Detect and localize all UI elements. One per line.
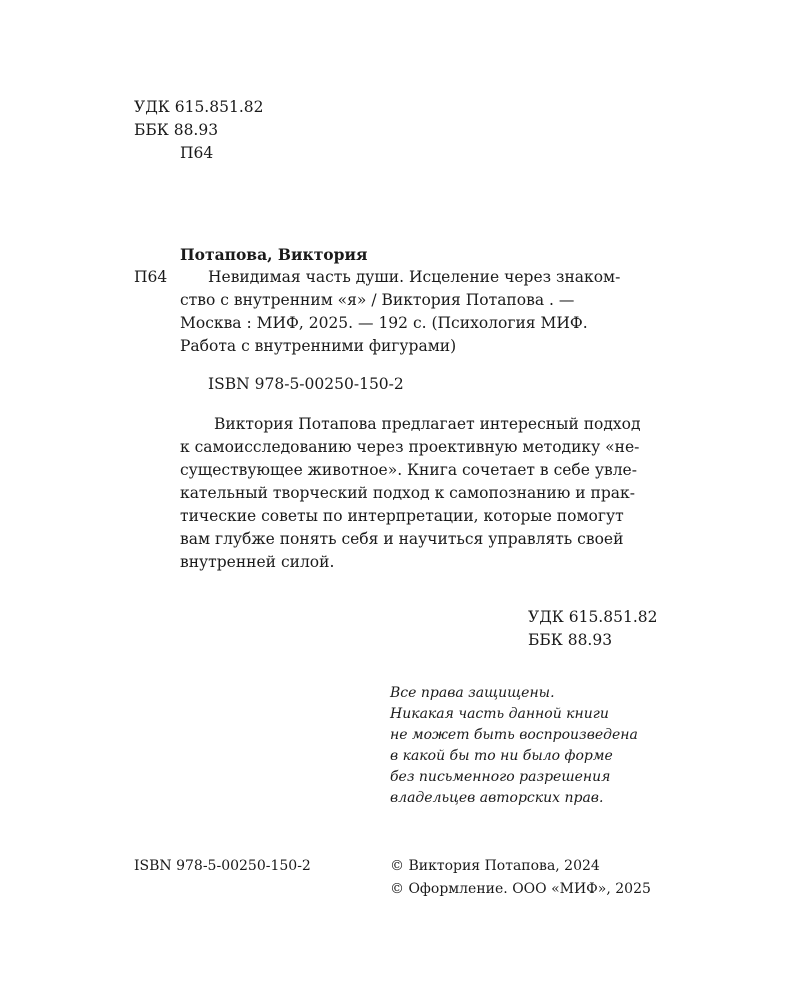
annotation-line: существующее животное». Книга сочетает в себе увле- <box>180 461 637 479</box>
description-line: Работа с внутренними фигурами) <box>180 337 457 355</box>
annotation-line: вам глубже понять себя и научиться управлять своей <box>180 530 624 548</box>
udk-code: УДК 615.851.82 <box>134 98 264 116</box>
rights-line: Никакая часть данной книги <box>390 706 609 722</box>
description-line: Невидимая часть души. Исцеление через знаком- <box>208 268 621 286</box>
rights-line: Все права защищены. <box>390 685 555 701</box>
description-line: ство с внутренним «я» / Виктория Потапова . — <box>180 291 575 309</box>
footer-isbn: ISBN 978-5-00250-150-2 <box>134 858 311 874</box>
annotation-line: Виктория Потапова предлагает интересный подход <box>214 415 641 433</box>
entry-author-mark: П64 <box>134 268 168 286</box>
entry-isbn: ISBN 978-5-00250-150-2 <box>208 375 404 393</box>
udk-code-bottom: УДК 615.851.82 <box>528 608 658 626</box>
annotation-line: к самоисследованию через проективную методику «не- <box>180 438 640 456</box>
annotation-line: кательный творческий подход к самопознанию и прак- <box>180 484 635 502</box>
annotation-line: тические советы по интерпретации, которые помогут <box>180 507 624 525</box>
rights-line: владельцев авторских прав. <box>390 790 604 806</box>
copyright-author: © Виктория Потапова, 2024 <box>390 858 600 874</box>
author-mark: П64 <box>180 144 214 162</box>
author-heading: Потапова, Виктория <box>180 245 368 264</box>
rights-line: не может быть воспроизведена <box>390 727 638 743</box>
copyright-design: © Оформление. ООО «МИФ», 2025 <box>390 881 651 897</box>
description-line: Москва : МИФ, 2025. — 192 с. (Психология МИФ. <box>180 314 588 332</box>
bbk-code: ББК 88.93 <box>134 121 219 139</box>
annotation-line: внутренней силой. <box>180 553 335 571</box>
rights-line: в какой бы то ни было форме <box>390 748 613 764</box>
bbk-code-bottom: ББК 88.93 <box>528 631 613 649</box>
rights-line: без письменного разрешения <box>390 769 611 785</box>
